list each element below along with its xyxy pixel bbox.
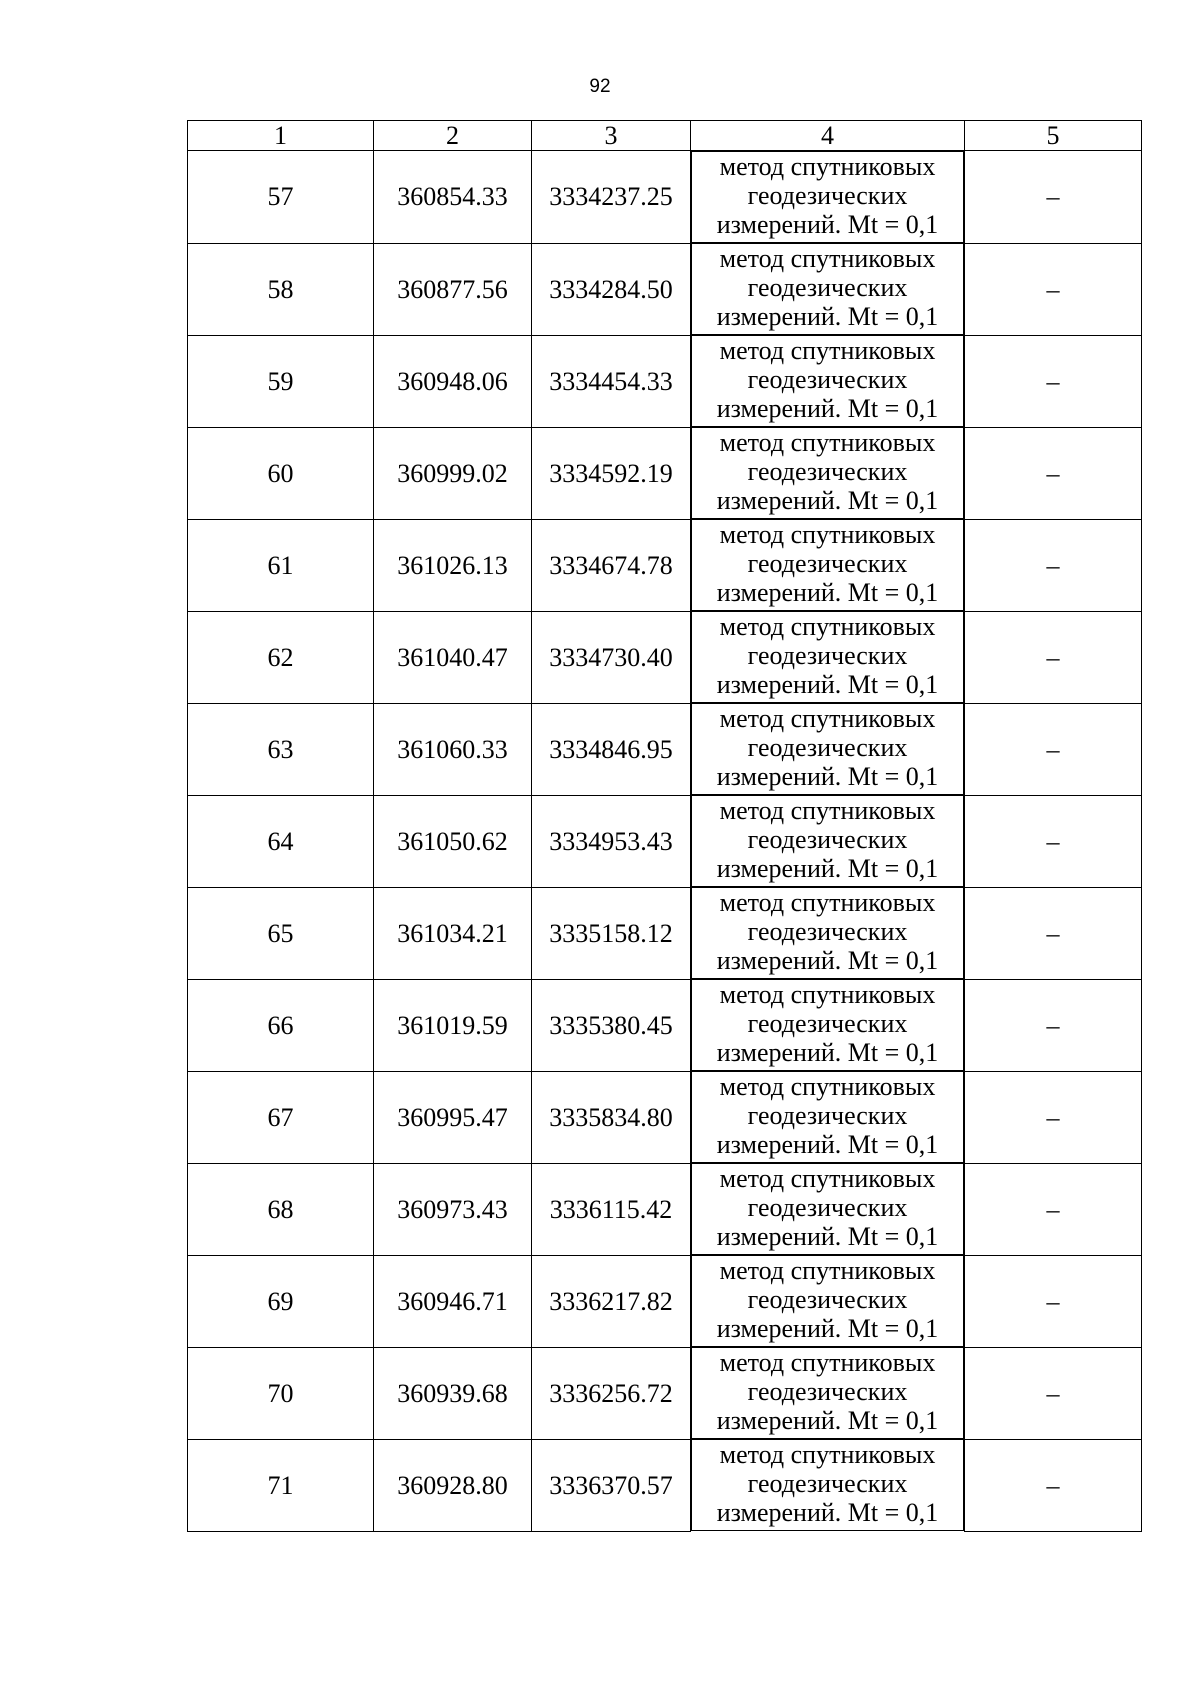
x-coordinate-cell: 360928.80 [374, 1439, 532, 1531]
table-row [188, 1347, 1142, 1439]
note-cell: – [965, 519, 1142, 611]
column-header: 1 [188, 121, 374, 151]
method-cell: метод спутниковых геодезических измерений. Mt = 0,1 [691, 1439, 964, 1531]
x-coordinate-cell: 361026.13 [374, 519, 532, 611]
table-row [188, 611, 1142, 703]
table-row [188, 243, 1142, 335]
x-coordinate-cell: 360999.02 [374, 427, 532, 519]
y-coordinate-cell: 3334284.50 [532, 243, 691, 335]
point-number-cell: 70 [188, 1347, 374, 1439]
table-row [188, 1255, 1142, 1347]
table-row [188, 1163, 1142, 1255]
table-row [188, 335, 1142, 427]
note-cell: – [965, 795, 1142, 887]
point-number-cell: 64 [188, 795, 374, 887]
point-number-cell: 71 [188, 1439, 374, 1531]
y-coordinate-cell: 3335380.45 [532, 979, 691, 1071]
method-cell: метод спутниковых геодезических измерений. Mt = 0,1 [691, 979, 964, 1071]
method-cell: метод спутниковых геодезических измерений. Mt = 0,1 [691, 611, 964, 703]
point-number-cell: 60 [188, 427, 374, 519]
x-coordinate-cell: 361019.59 [374, 979, 532, 1071]
note-cell: – [965, 335, 1142, 427]
point-number-cell: 57 [188, 151, 374, 244]
x-coordinate-cell: 361034.21 [374, 887, 532, 979]
note-cell: – [965, 151, 1142, 244]
point-number-cell: 63 [188, 703, 374, 795]
note-cell: – [965, 243, 1142, 335]
point-number-cell: 61 [188, 519, 374, 611]
note-cell: – [965, 427, 1142, 519]
method-cell: метод спутниковых геодезических измерений. Mt = 0,1 [691, 335, 964, 427]
note-cell: – [965, 979, 1142, 1071]
table-row [188, 795, 1142, 887]
note-cell: – [965, 1439, 1142, 1531]
point-number-cell: 59 [188, 335, 374, 427]
column-header: 3 [532, 121, 691, 151]
note-cell: – [965, 1347, 1142, 1439]
note-cell: – [965, 703, 1142, 795]
method-cell: метод спутниковых геодезических измерений. Mt = 0,1 [691, 795, 964, 887]
table-row [188, 703, 1142, 795]
point-number-cell: 68 [188, 1163, 374, 1255]
table-row [188, 151, 1142, 244]
table-row [188, 887, 1142, 979]
point-number-cell: 62 [188, 611, 374, 703]
method-cell: метод спутниковых геодезических измерений. Mt = 0,1 [691, 243, 964, 335]
y-coordinate-cell: 3334592.19 [532, 427, 691, 519]
note-cell: – [965, 1163, 1142, 1255]
point-number-cell: 69 [188, 1255, 374, 1347]
method-cell: метод спутниковых геодезических измерений. Mt = 0,1 [691, 1255, 964, 1347]
x-coordinate-cell: 361050.62 [374, 795, 532, 887]
table-body [188, 151, 1142, 1532]
x-coordinate-cell: 361040.47 [374, 611, 532, 703]
x-coordinate-cell: 360939.68 [374, 1347, 532, 1439]
column-header: 2 [374, 121, 532, 151]
y-coordinate-cell: 3336217.82 [532, 1255, 691, 1347]
y-coordinate-cell: 3334953.43 [532, 795, 691, 887]
point-number-cell: 66 [188, 979, 374, 1071]
point-number-cell: 67 [188, 1071, 374, 1163]
note-cell: – [965, 887, 1142, 979]
y-coordinate-cell: 3335834.80 [532, 1071, 691, 1163]
note-cell: – [965, 1071, 1142, 1163]
table-row [188, 519, 1142, 611]
y-coordinate-cell: 3336115.42 [532, 1163, 691, 1255]
y-coordinate-cell: 3334237.25 [532, 151, 691, 244]
method-cell: метод спутниковых геодезических измерений. Mt = 0,1 [691, 427, 964, 519]
x-coordinate-cell: 360854.33 [374, 151, 532, 244]
method-cell: метод спутниковых геодезических измерений. Mt = 0,1 [691, 887, 964, 979]
table-header-row [188, 121, 1142, 151]
x-coordinate-cell: 361060.33 [374, 703, 532, 795]
coordinates-table [187, 120, 1142, 1532]
x-coordinate-cell: 360973.43 [374, 1163, 532, 1255]
point-number-cell: 65 [188, 887, 374, 979]
x-coordinate-cell: 360995.47 [374, 1071, 532, 1163]
table-row [188, 979, 1142, 1071]
note-cell: – [965, 1255, 1142, 1347]
x-coordinate-cell: 360946.71 [374, 1255, 532, 1347]
page-number: 92 [589, 76, 611, 97]
y-coordinate-cell: 3334846.95 [532, 703, 691, 795]
y-coordinate-cell: 3335158.12 [532, 887, 691, 979]
note-cell: – [965, 611, 1142, 703]
method-cell: метод спутниковых геодезических измерений. Mt = 0,1 [691, 151, 964, 243]
column-header: 4 [691, 121, 965, 151]
method-cell: метод спутниковых геодезических измерений. Mt = 0,1 [691, 1071, 964, 1163]
table-row [188, 1439, 1142, 1531]
x-coordinate-cell: 360877.56 [374, 243, 532, 335]
table-row [188, 427, 1142, 519]
method-cell: метод спутниковых геодезических измерений. Mt = 0,1 [691, 519, 964, 611]
y-coordinate-cell: 3336370.57 [532, 1439, 691, 1531]
table-row [188, 1071, 1142, 1163]
y-coordinate-cell: 3334674.78 [532, 519, 691, 611]
y-coordinate-cell: 3334454.33 [532, 335, 691, 427]
method-cell: метод спутниковых геодезических измерений. Mt = 0,1 [691, 1163, 964, 1255]
method-cell: метод спутниковых геодезических измерений. Mt = 0,1 [691, 1347, 964, 1439]
point-number-cell: 58 [188, 243, 374, 335]
y-coordinate-cell: 3336256.72 [532, 1347, 691, 1439]
x-coordinate-cell: 360948.06 [374, 335, 532, 427]
method-cell: метод спутниковых геодезических измерений. Mt = 0,1 [691, 703, 964, 795]
column-header: 5 [965, 121, 1142, 151]
y-coordinate-cell: 3334730.40 [532, 611, 691, 703]
